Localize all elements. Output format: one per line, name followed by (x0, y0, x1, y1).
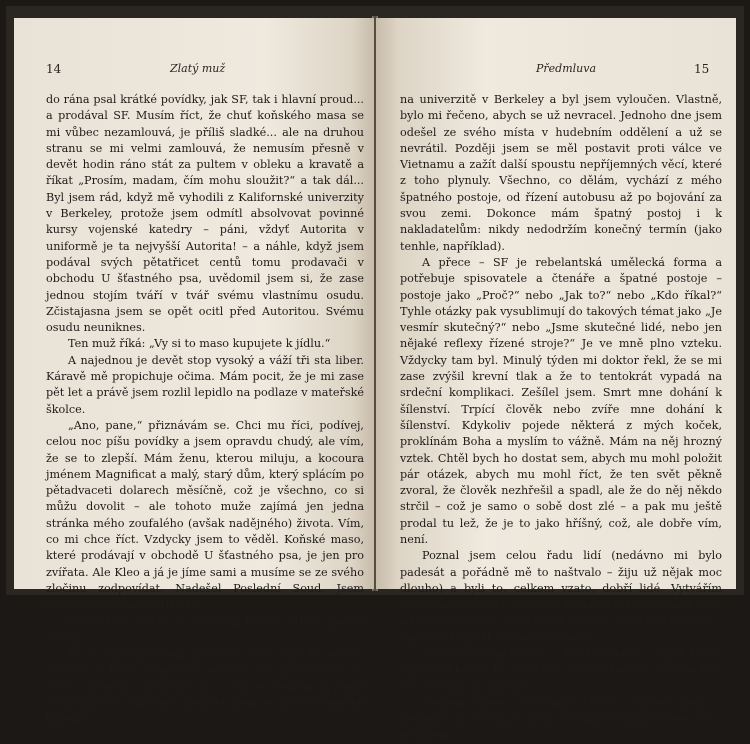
paragraph: A najednou je devět stop vysoký a váží tři sta liber. Káravě mě propichuje očima. Mám pocit, že je mi zase pět let a právě jsem rozlil lepidlo na podlaze v mateřské školce. (46, 353, 364, 416)
paragraph: na univerzitě v Berkeley a byl jsem vyloučen. Vlastně, bylo mi řečeno, abych se už nevracel. Jednoho dne jsem odešel ze svého místa v hudebním oddělení a už se nevrátil. Později jsem se měl postavit proti válce ve Vietnamu a zažít další spoustu nepříjemných věcí, které z toho plynuly. Všechno, co dělám, vychází z mého špatného postoje, od řízení autobusu až po bojování za svou zemi. Dokonce mám špatný postoj i k nakladatelům: nikdy nedodržím konečný termín (jako tenhle, například). (400, 93, 722, 253)
right-page-number: 15 (694, 62, 710, 76)
left-running-title: Zlatý muž (170, 62, 226, 75)
paragraph: Nejsem vůbec vyrovnaný člověk. Vyrostl jsem v Berkeley a zdědil po něm sociální vědomí, které se v této zemi (400, 695, 722, 742)
paragraph: To je odjakživa můj problém: mám špatný postoj. Stručně a jasně, bojím se autority, ale zároveň mě to štve – autorita a můj strach – a tak se bouřím. A psaní SF je způsob vzpoury. Vzepřel jsem se proti vojenské katedře (46, 647, 364, 726)
paragraph: Skoro jsem čekal, že ten muž řekne: „Máte špatný postoj.“ (46, 614, 364, 644)
paragraph: A přece – SF je rebelantská umělecká forma a potřebuje spisovatele a čtenáře a špatné postoje – postoje jako „Proč?“ nebo „Jak to?“ nebo „Kdo říkal?“ Tyhle otázky pak vysublimují do takových témat jako „Je vesmír skutečný?“ nebo „Jsme skutečné lidé, nebo jen nějaké reflexy řízené stroje?“ Je ve mně plno vzteku. Vždycky tam byl. Minulý týden mi doktor řekl, že se mi zase zvýšil krevní tlak a že to tentokrát vypadá na srdeční komplikaci. Zešílel jsem. Smrt mne dohání k šílenství. Trpící člověk nebo zvíře mne dohání k šílenství. Kdykoliv pojede některá z mých koček, proklínám Boha a myslím to vážně. Mám na něj hrozný vztek. Chtěl bych ho dostat sem, abych mu mohl položit pár otázek, abych mu mohl říct, že ten svět pěkně zvoral, že člověk nezhřešil a spadl, ale že do něj někdo strčil – což je samo o sobě dost zlé – a pak mu ještě prodal tu lež, že je to jako hříšný, což, ale dobře vím, není. (400, 255, 722, 547)
book-spread (6, 6, 744, 742)
paragraph: Poznal jsem celou řadu lidí (nedávno mi bylo padesát a pořádně mě to naštvalo – žiju už nějak moc dlouho) a byli to, celkem vzato, dobří lidé. Vytvářím podle nich postavy ve svých románech a povídkách. Čas od času některý z těch lidí zemře a to mě rozzuří – opravdu rozzuří, na nejvyšší míru. (400, 549, 722, 644)
left-page-text (46, 92, 364, 728)
right-running-title: Předmluva (536, 62, 597, 75)
right-page (376, 18, 736, 742)
paragraph: „Ano, pane,“ přiznávám se. Chci mu říci, podívej, celou noc píšu povídky a jsem opravdu chudý, ale vím, že se to zlepší. Mám ženu, kterou miluju, a kocoura jménem Magnificat a malý, starý dům, který splácím po pětadvaceti dolarech měsíčně, což je všechno, co si můžu dovolit – ale tohoto muže zajímá jen jedna stránka mého zoufalého (avšak nadějného) života. Vím, co mi chce říct. Vzdycky jsem to věděl. Koňské maso, které prodávají v obchodě U šťastného psa, je jen pro zvířata. Ale Kleo a já je jíme sami a musíme se ze svého zločinu zodpovídat. Nadešel Poslední Soud. Jsem přistižen při dalším Hříchu. (46, 418, 364, 612)
left-page-number: 14 (46, 62, 62, 76)
paragraph: „Vzals mi mojí kočku,“ chci říci Bohu, „a pak jsi mi vzal mojí holku. Co to děláš? Poslouchej mě. Poslouchej! To, co děláš, je špatný.“ (400, 647, 722, 693)
paragraph: do rána psal krátké povídky, jak SF, tak i hlavní proud... a prodával SF. Musím říct, že chuť koňského masa se mi vůbec nezamlouvá, je příliš sladké... ale na druhou stranu se mi velmi zamlouvá, že nemusím přesně v devět hodin ráno stát za pultem v obleku a kravatě a říkat „Prosím, madam, čím mohu sloužit?“ a tak dál... Byl jsem rád, když mě vyhodili z Kalifornské univerzity v Berkeley, protože jsem odmítl absolvovat povinné kursy vojenské katedry – páni, vždyť Autorita v uniformě je ta nejvyšší Autorita! – a náhle, když jsem podával svých pětatřicet centů tomu prodavači v obchodu U šťastného psa, uvědomil jsem si, že zase jednou stojím tváří v tvář svému vlastnímu osudu. Zčistajasna jsem se opět ocitl před Autoritou. Svému osudu neuniknes. (46, 93, 364, 335)
right-page-text (400, 92, 722, 744)
paragraph: Ten muž říká: „Vy si to maso kupujete k jídlu.“ (68, 337, 331, 351)
left-page (14, 18, 374, 726)
